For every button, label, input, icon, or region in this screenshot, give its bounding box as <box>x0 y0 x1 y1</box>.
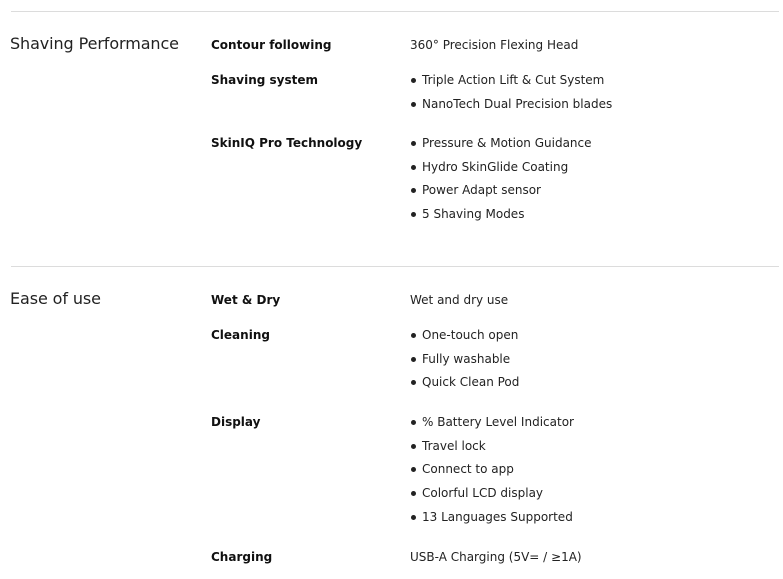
spec-label-display: Display <box>211 415 261 429</box>
bullet-icon <box>411 420 416 425</box>
section-title-shaving-performance: Shaving Performance <box>10 34 179 53</box>
bullet-icon <box>411 78 416 83</box>
list-item: 13 Languages Supported <box>410 510 574 534</box>
list-item: Travel lock <box>410 439 574 463</box>
bullet-icon <box>411 212 416 217</box>
bullet-icon <box>411 165 416 170</box>
list-item: Connect to app <box>410 462 574 486</box>
bullet-icon <box>411 188 416 193</box>
spec-list-display <box>410 415 574 533</box>
spec-list-skiniq-pro-technology <box>410 136 592 231</box>
bullet-icon <box>411 491 416 496</box>
list-item: One-touch open <box>410 328 519 352</box>
spec-label-shaving-system: Shaving system <box>211 73 319 87</box>
list-item: % Battery Level Indicator <box>410 415 574 439</box>
section-title-ease-of-use: Ease of use <box>10 289 101 308</box>
spec-value-wet-dry: Wet and dry use <box>410 293 509 307</box>
bullet-icon <box>411 333 416 338</box>
bullet-icon <box>411 141 416 146</box>
spec-label-cleaning: Cleaning <box>211 328 270 342</box>
section-divider-top <box>11 11 779 12</box>
spec-label-charging: Charging <box>211 550 273 564</box>
section-divider <box>11 266 779 267</box>
spec-value-contour-following: 360° Precision Flexing Head <box>410 38 579 52</box>
spec-label-contour-following: Contour following <box>211 38 332 52</box>
spec-list-cleaning <box>410 328 519 399</box>
list-item: Fully washable <box>410 352 519 376</box>
bullet-icon <box>411 467 416 472</box>
bullet-icon <box>411 380 416 385</box>
spec-label-wet-dry: Wet & Dry <box>211 293 281 307</box>
list-item: 5 Shaving Modes <box>410 207 592 231</box>
spec-list-shaving-system <box>410 73 612 120</box>
list-item: Triple Action Lift & Cut System <box>410 73 612 97</box>
list-item: Power Adapt sensor <box>410 183 592 207</box>
spec-value-charging: USB-A Charging (5V= / ≥1A) <box>410 550 582 564</box>
spec-label-skiniq-pro-technology: SkinIQ Pro Technology <box>211 136 363 150</box>
list-item: Quick Clean Pod <box>410 375 519 399</box>
list-item: Colorful LCD display <box>410 486 574 510</box>
bullet-icon <box>411 444 416 449</box>
list-item: NanoTech Dual Precision blades <box>410 97 612 121</box>
list-item: Pressure & Motion Guidance <box>410 136 592 160</box>
list-item: Hydro SkinGlide Coating <box>410 160 592 184</box>
bullet-icon <box>411 357 416 362</box>
bullet-icon <box>411 515 416 520</box>
bullet-icon <box>411 102 416 107</box>
